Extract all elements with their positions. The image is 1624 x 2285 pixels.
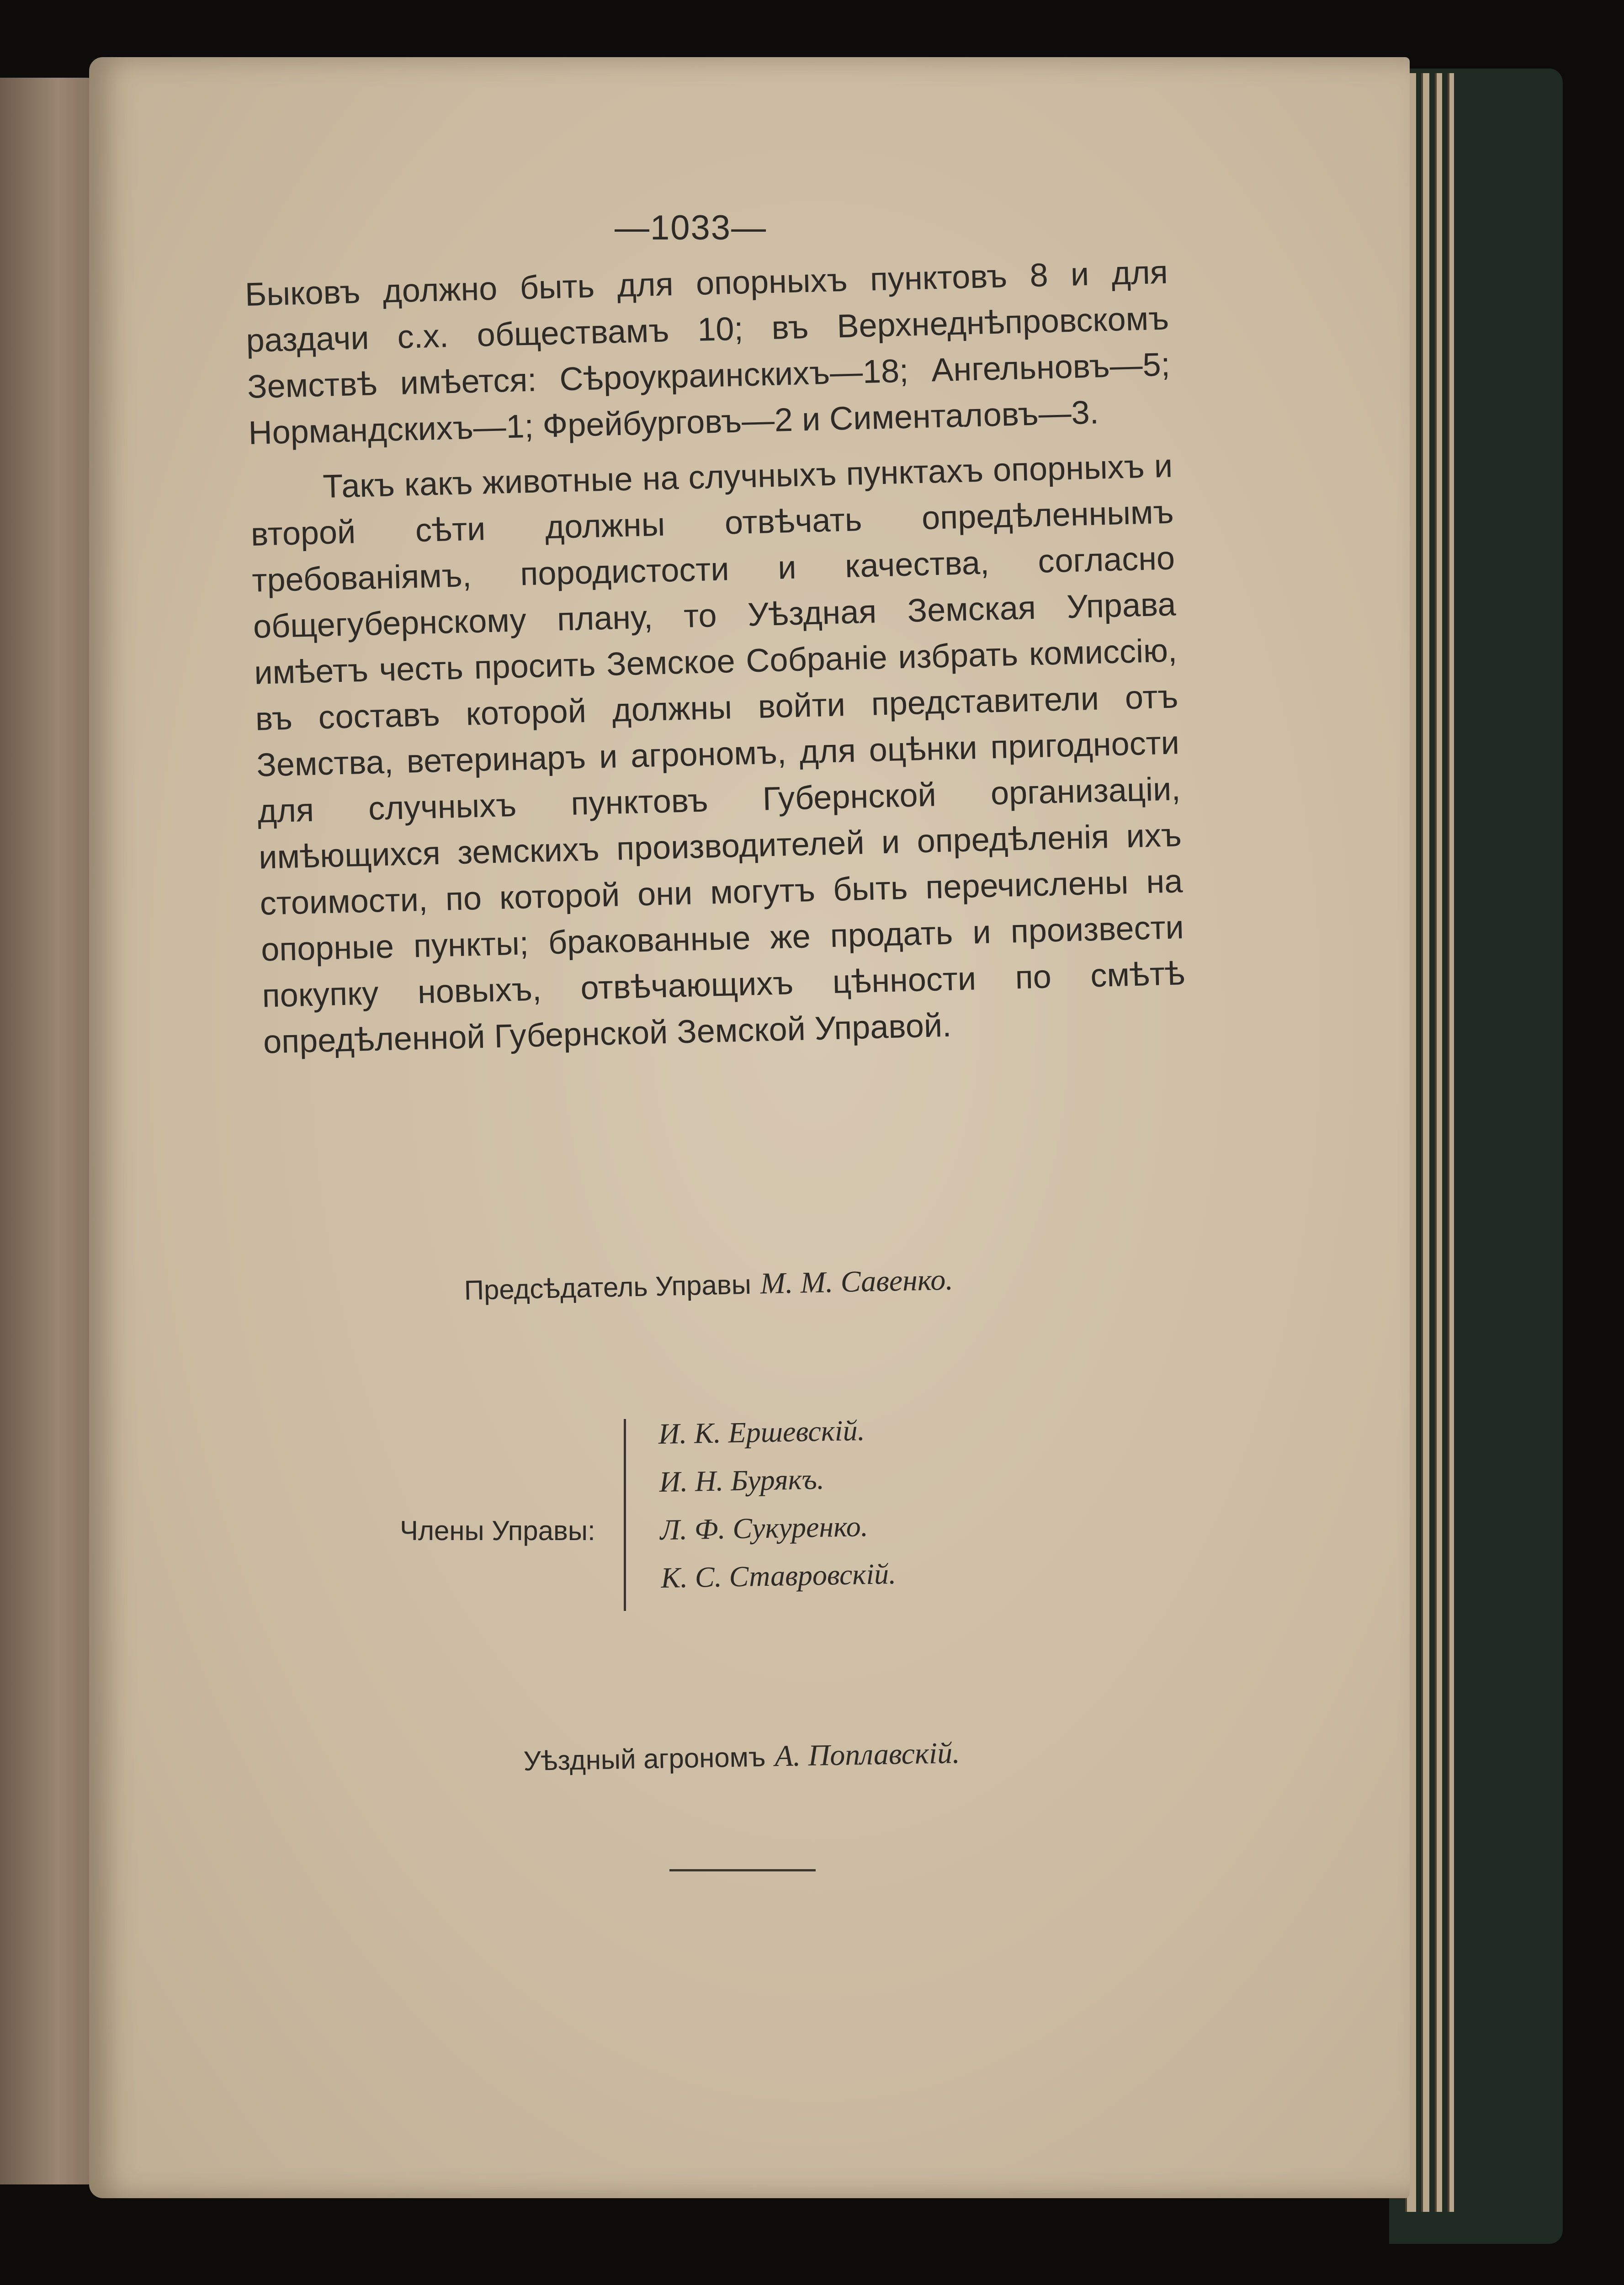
page-edge-layer [1448, 73, 1454, 2212]
chairman-signature [464, 1263, 953, 1307]
agronomist-title: Уѣздный агрономъ [523, 1741, 766, 1776]
document-page [89, 57, 1410, 2198]
chairman-name: М. М. Савенко. [760, 1263, 954, 1301]
members-brace [624, 1419, 629, 1611]
member-name: И. Н. Бурякъ. [659, 1462, 825, 1498]
agronomist-name: А. Поплавскій. [774, 1736, 961, 1773]
paragraph: Такъ какъ животные на случныхъ пунктахъ опорныхъ и второй сѣти должны отвѣчать опредѣленнымъ требованіямъ, породистости и качества, согласно общегубернскому плану, то Уѣздная Земская Управа имѣетъ честь просить Земское Собраніе избрать комиссію, въ составъ которой должны войти представители отъ Земства, ветеринаръ и агрономъ, для оцѣнки пригодности для случныхъ пунктовъ Губернской организаціи, имѣющихся земскихъ производителей и опредѣленія ихъ стоимости, по которой они могутъ быть перечислены на опорные пункты; бракованные же продать и произвести покупку новыхъ, отвѣчающихъ цѣнности по смѣтѣ опредѣленной Губернской Земской Управой. [250, 447, 1186, 1061]
end-rule [669, 1869, 816, 1871]
body-text [244, 250, 1187, 1066]
paragraph: Быковъ должно быть для опорныхъ пунктовъ 8 и для раздачи с.х. обществамъ 10; въ Верхнеднѣпровскомъ Земствѣ имѣется: Сѣроукраинскихъ—18; Ангельновъ—5; Нормандскихъ—1; Фрейбурговъ—2 и Сименталовъ—3. [244, 254, 1171, 452]
members-label: Члены Управы: [400, 1515, 595, 1546]
agronomist-signature [523, 1736, 960, 1778]
page-edge-layer [1421, 73, 1429, 2212]
chairman-title: Предсѣдатель Управы [464, 1269, 752, 1306]
member-name: И. К. Ершевскій. [658, 1414, 865, 1450]
members-list [658, 1406, 897, 1602]
member-name: К. С. Ставровскій. [660, 1557, 897, 1594]
member-name: Л. Ф. Сукуренко. [659, 1510, 869, 1546]
page-number: —1033— [615, 208, 767, 247]
page-edge-layer [1435, 73, 1442, 2212]
